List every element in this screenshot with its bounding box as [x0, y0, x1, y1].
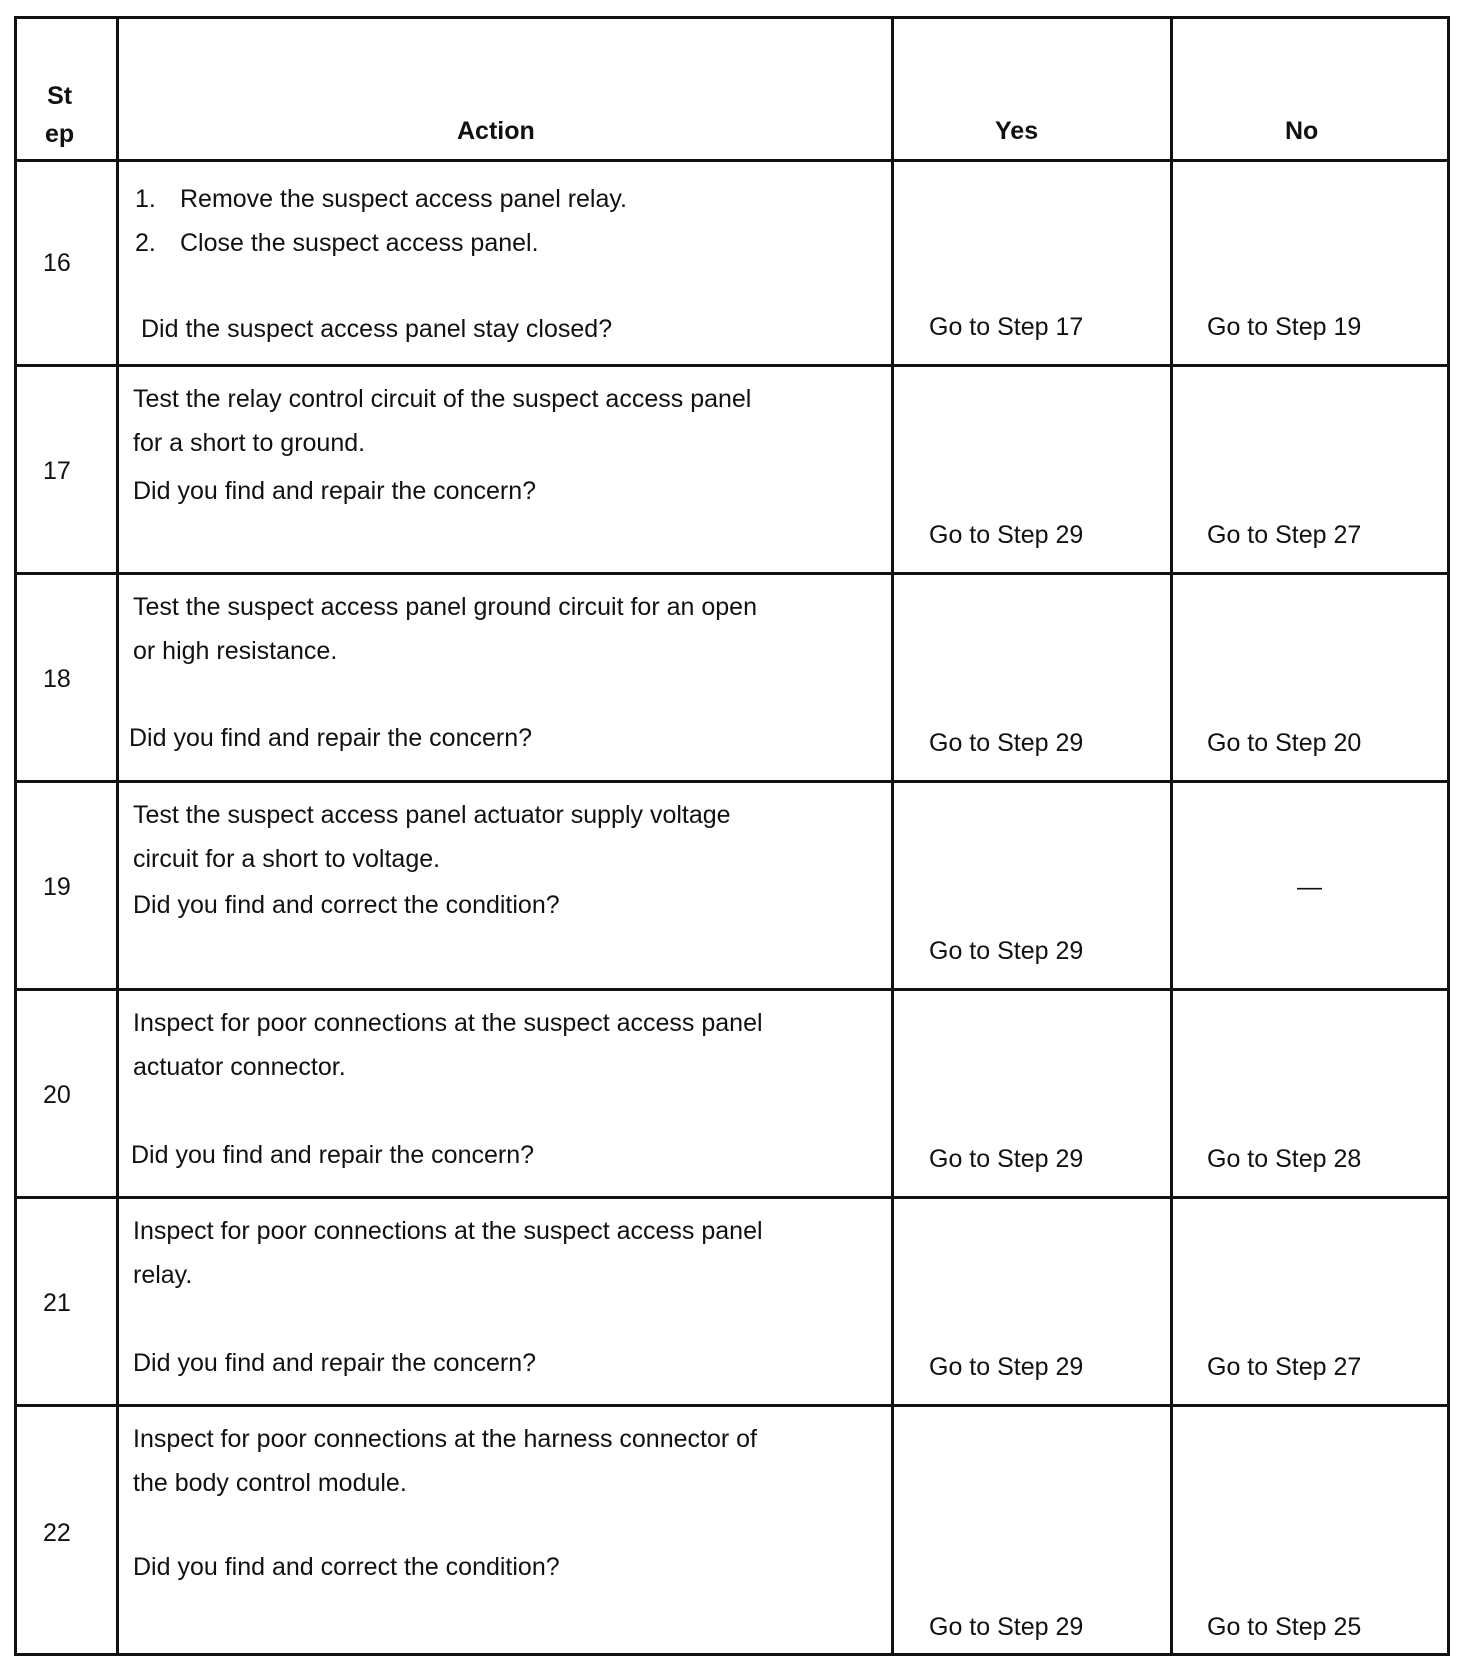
action-line: the body control module.	[133, 1469, 407, 1497]
action-line: Inspect for poor connections at the harness connector of	[133, 1425, 757, 1453]
action-question: Did you find and repair the concern?	[129, 724, 533, 752]
action-question: Did you find and correct the condition?	[133, 1553, 560, 1581]
yes-answer: Go to Step 29	[929, 1353, 1084, 1381]
action-line: circuit for a short to voltage.	[133, 845, 441, 873]
header-step	[45, 77, 74, 153]
list-item: Close the suspect access panel.	[180, 229, 539, 257]
step-number: 21	[43, 1289, 71, 1317]
row-divider	[17, 572, 1447, 575]
yes-answer: Go to Step 29	[929, 521, 1084, 549]
action-question: Did you find and repair the concern?	[133, 477, 537, 505]
row-divider	[17, 1404, 1447, 1407]
action-line: or high resistance.	[133, 637, 338, 665]
action-line: Inspect for poor connections at the suspect access panel	[133, 1217, 763, 1245]
action-question: Did the suspect access panel stay closed?	[141, 315, 613, 343]
no-answer: Go to Step 19	[1207, 313, 1362, 341]
step-number: 22	[43, 1519, 71, 1547]
no-answer: Go to Step 25	[1207, 1613, 1362, 1641]
yes-answer: Go to Step 17	[929, 313, 1084, 341]
header-yes: Yes	[995, 117, 1039, 145]
action-line: Test the relay control circuit of the suspect access panel	[133, 385, 752, 413]
no-answer: Go to Step 27	[1207, 521, 1362, 549]
diagnostic-table	[14, 16, 1450, 1656]
no-answer: Go to Step 28	[1207, 1145, 1362, 1173]
action-line: relay.	[133, 1261, 193, 1289]
action-line: Inspect for poor connections at the suspect access panel	[133, 1009, 763, 1037]
no-answer: Go to Step 27	[1207, 1353, 1362, 1381]
row-divider	[17, 1196, 1447, 1199]
action-question: Did you find and correct the condition?	[133, 891, 560, 919]
action-question: Did you find and repair the concern?	[133, 1349, 537, 1377]
step-number: 20	[43, 1081, 71, 1109]
step-number: 18	[43, 665, 71, 693]
step-number: 19	[43, 873, 71, 901]
yes-answer: Go to Step 29	[929, 1145, 1084, 1173]
action-line: actuator connector.	[133, 1053, 346, 1081]
header-no: No	[1285, 117, 1319, 145]
list-item-number: 2.	[135, 229, 156, 257]
step-number: 16	[43, 249, 71, 277]
no-answer: Go to Step 20	[1207, 729, 1362, 757]
row-divider	[17, 159, 1447, 162]
row-divider	[17, 780, 1447, 783]
column-divider	[1170, 19, 1173, 1653]
action-line: Test the suspect access panel ground circuit for an open	[133, 593, 757, 621]
step-number: 17	[43, 457, 71, 485]
list-item-number: 1.	[135, 185, 156, 213]
header-step-line2: ep	[45, 120, 75, 148]
row-divider	[17, 988, 1447, 991]
column-divider	[116, 19, 119, 1653]
yes-answer: Go to Step 29	[929, 937, 1084, 965]
list-item: Remove the suspect access panel relay.	[180, 185, 627, 213]
action-line: Test the suspect access panel actuator supply voltage	[133, 801, 731, 829]
action-question: Did you find and repair the concern?	[131, 1141, 535, 1169]
no-answer: —	[1297, 873, 1322, 901]
yes-answer: Go to Step 29	[929, 729, 1084, 757]
header-action: Action	[457, 117, 535, 145]
row-divider	[17, 364, 1447, 367]
column-divider	[891, 19, 894, 1653]
header-step-line1: St	[47, 82, 73, 110]
yes-answer: Go to Step 29	[929, 1613, 1084, 1641]
action-line: for a short to ground.	[133, 429, 366, 457]
